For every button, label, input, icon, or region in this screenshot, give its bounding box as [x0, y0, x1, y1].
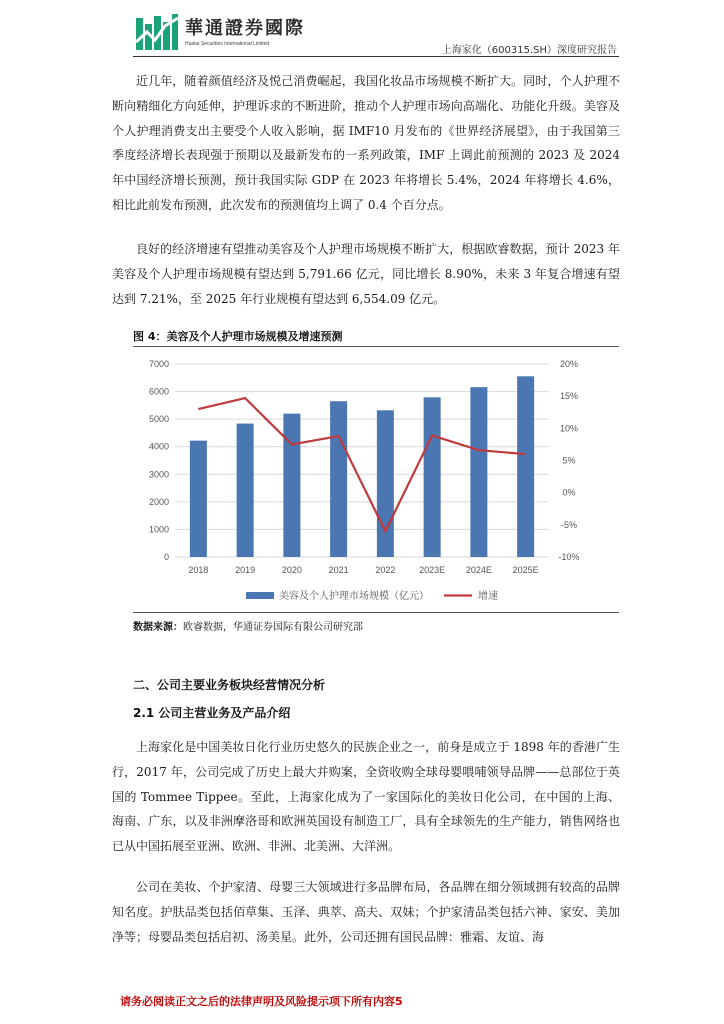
- logo-english-name: Huatai Securities International Limited: [185, 41, 270, 47]
- figure-title: 图 4：美容及个人护理市场规模及增速预测: [133, 330, 343, 343]
- paragraph-company-intro: 上海家化是中国美妆日化行业历史悠久的民族企业之一，前身是成立于 1898 年的香港广生行，2017 年，公司完成了历史上最大并购案，全资收购全球母婴喂哺领导品牌——总部位于英国的 Tommee Tippee。至此，上海家化成为了一家国际化的美妆日化公司，在中国的上海、海南、广东，以及非洲摩洛哥和欧洲英国设有制造工厂，具有全球领先的生产能力，销售网络也已从中国拓展至亚洲、欧洲、非洲、北美洲、大洋洲。: [112, 740, 620, 854]
- bar-2022: [377, 410, 394, 557]
- bar-2025E: [517, 376, 534, 557]
- bar-2020: [283, 414, 300, 557]
- left-tick-label: 5000: [148, 414, 169, 425]
- company-logo: [135, 14, 305, 52]
- paragraph-brand-portfolio: 公司在美妆、个护家清、母婴三大领域进行多品牌布局，各品牌在细分领域拥有较高的品牌知名度。护肤品类包括佰草集、玉泽、典萃、高夫、双妹；个护家清品类包括六神、家安、美加净等；母婴品类包括启初、汤美星。此外，公司还拥有国民品牌：雅霜、友谊、海: [112, 880, 620, 944]
- bar-2019: [237, 424, 254, 557]
- figure-top-rule: [133, 346, 619, 347]
- logo-chart-icon: [135, 14, 179, 52]
- logo-chinese-name: 華通證券國際: [185, 18, 305, 39]
- right-tick-label: -5%: [560, 519, 578, 530]
- x-tick-label: 2023E: [419, 565, 446, 575]
- x-tick-label: 2022: [375, 565, 396, 575]
- right-tick-label: 5%: [562, 455, 576, 466]
- bar-2021: [330, 401, 347, 557]
- right-axis-ticks: [558, 359, 579, 562]
- x-tick-label: 2025E: [512, 565, 539, 575]
- right-tick-label: 15%: [559, 391, 579, 402]
- legend-bar-label: 美容及个人护理市场规模（亿元）: [279, 591, 429, 602]
- bar-2024E: [470, 387, 487, 557]
- left-tick-label: 0: [163, 552, 169, 562]
- paragraph-market-forecast: 良好的经济增速有望推动美容及个人护理市场规模不断扩大，根据欧睿数据，预计 2023 年美容及个人护理市场规模有望达到 5,791.66 亿元，同比增长 8.90%，未来 3 年复合增速有望达到 7.21%，至 2025 年行业规模有望达到 6,554.09 亿元。: [112, 242, 620, 306]
- x-tick-label: 2019: [235, 565, 256, 575]
- right-tick-label: 10%: [559, 423, 579, 434]
- legend-line-label: 增速: [478, 591, 498, 602]
- right-tick-label: 20%: [559, 359, 579, 369]
- source-text: 欧睿数据，华通证券国际有限公司研究部: [183, 622, 363, 633]
- left-tick-label: 6000: [148, 386, 169, 397]
- section-heading: 二、公司主要业务板块经营情况分析: [133, 678, 326, 692]
- left-tick-label: 7000: [148, 359, 169, 369]
- x-tick-label: 2018: [188, 565, 209, 575]
- chart-gridlines: [175, 364, 549, 557]
- legend-bar-swatch: [246, 592, 274, 599]
- figure-source: [133, 618, 363, 633]
- right-tick-label: 0%: [562, 487, 576, 498]
- figure-bottom-rule: [133, 612, 619, 613]
- market-size-chart: [133, 348, 619, 612]
- x-tick-label: 2020: [281, 565, 302, 575]
- left-tick-label: 4000: [148, 441, 169, 452]
- paragraph-market-intro: 近几年，随着颜值经济及悦己消费崛起，我国化妆品市场规模不断扩大。同时，个人护理不断向精细化方向延伸，护理诉求的不断进阶，推动个人护理市场向高端化、功能化升级。美容及个人护理消费支出主要受个人收入影响，据 IMF10 月发布的《世界经济展望》，由于我国第三季度经济增长表现强于预期以及最新发布的一系列政策，IMF 上调此前预测的 2023 及 2024 年中国经济增长预测，预计我国实际 GDP 在 2023 年将增长 5.4%，2024 年将增长 4.6%，相比此前发布预测，此次发布的预测值均上调了 0.4 个百分点。: [112, 74, 620, 212]
- x-tick-label: 2021: [328, 565, 349, 575]
- left-tick-label: 2000: [148, 496, 169, 507]
- x-tick-label: 2024E: [465, 565, 492, 575]
- right-tick-label: -10%: [558, 552, 580, 562]
- report-label: 上海家化（600315.SH）深度研究报告: [441, 45, 617, 56]
- bar-2018: [190, 441, 207, 557]
- left-axis-ticks: [149, 359, 169, 562]
- section-subheading: 2.1 公司主营业务及产品介绍: [133, 706, 291, 720]
- header-divider: [133, 56, 619, 57]
- x-axis-ticks: [188, 565, 538, 575]
- left-tick-label: 3000: [148, 469, 169, 480]
- left-tick-label: 1000: [148, 524, 169, 535]
- bar-2023E: [424, 397, 441, 557]
- source-label: 数据来源：: [133, 622, 183, 633]
- legal-disclaimer-footer: 请务必阅读正文之后的法律声明及风险提示项下所有内容5: [120, 995, 403, 1008]
